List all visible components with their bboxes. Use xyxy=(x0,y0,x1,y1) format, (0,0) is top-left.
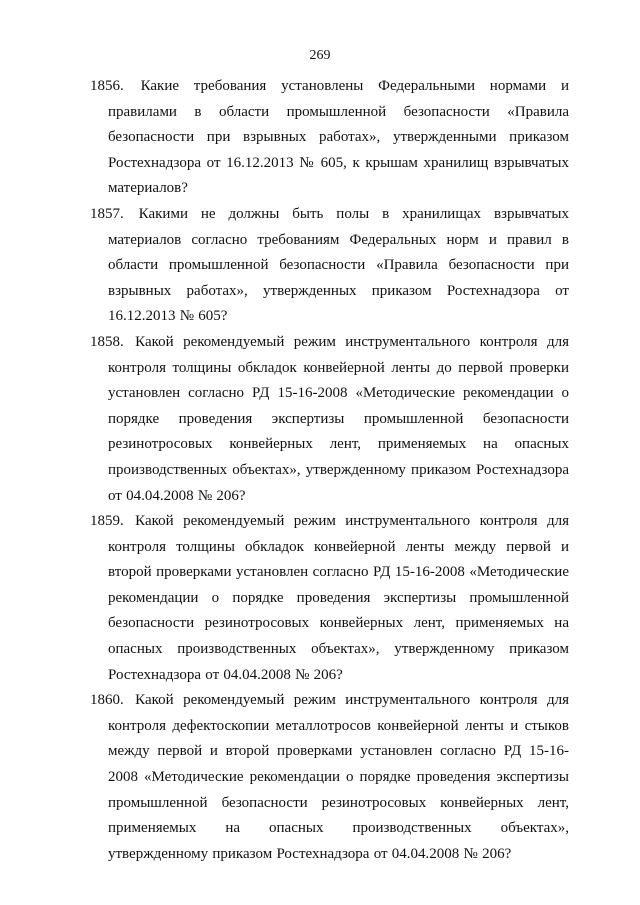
question-text: Какой рекомендуемый режим инструментального контроля для контроля дефектоскопии металлотросов конвейерной ленты и стыков между первой и второй проверками установлен согласно РД 15-16-2008 «Методические рекомендации о порядке проведения экспертизы промышленной безопасности резинотросовых конвейерных лент, применяемых на опасных производственных объектах», утвержденному приказом Ростехнадзора от 04.04.2008 № 206? xyxy=(108,692,569,862)
question-body xyxy=(90,509,569,688)
question-body xyxy=(90,330,569,509)
question-number: 1857. xyxy=(90,205,124,222)
question-body xyxy=(90,202,570,330)
question-item xyxy=(90,688,569,867)
question-text: Какими не должны быть полы в хранилищах взрывчатых материалов согласно требованиям Федеральных норм и правил в области промышленной безопасности «Правила безопасности при взрывных работах», утвержденных приказом Ростехнадзора от 16.12.2013 № 605? xyxy=(108,205,570,325)
question-text: Какой рекомендуемый режим инструментального контроля для контроля толщины обкладок конвейерной ленты до первой проверки установлен согласно РД 15-16-2008 «Методические рекомендации о порядке проведения экспертизы промышленной безопасности резинотросовых конвейерных лент, применяемых на опасных производственных объектах», утвержденному приказом Ростехнадзора от 04.04.2008 № 206? xyxy=(108,333,569,504)
question-item xyxy=(90,202,569,330)
question-list xyxy=(90,74,569,867)
question-item xyxy=(90,509,569,688)
question-text: Какие требования установлены Федеральными нормами и правилами в области промышленной безопасности «Правила безопасности при взрывных работах», утвержденными приказом Ростехнадзора от 16.12.2013 № 605, к крышам хранилищ взрывчатых материалов? xyxy=(108,78,569,197)
question-body xyxy=(90,74,569,202)
question-body xyxy=(90,688,569,867)
question-number: 1856. xyxy=(90,78,124,94)
question-item xyxy=(90,330,569,509)
question-text: Какой рекомендуемый режим инструментального контроля для контроля толщины обкладок конвейерной ленты между первой и второй проверками установлен согласно РД 15-16-2008 «Методические рекомендации о порядке проведения экспертизы промышленной безопасности резинотросовых конвейерных лент, применяемых на опасных производственных объектах», утвержденному приказом Ростехнадзора от 04.04.2008 № 206? xyxy=(108,513,569,683)
question-item xyxy=(90,74,569,202)
question-number: 1858. xyxy=(90,333,124,350)
question-number: 1859. xyxy=(90,513,124,530)
question-number: 1860. xyxy=(90,692,124,709)
page-number: 269 xyxy=(309,48,331,63)
